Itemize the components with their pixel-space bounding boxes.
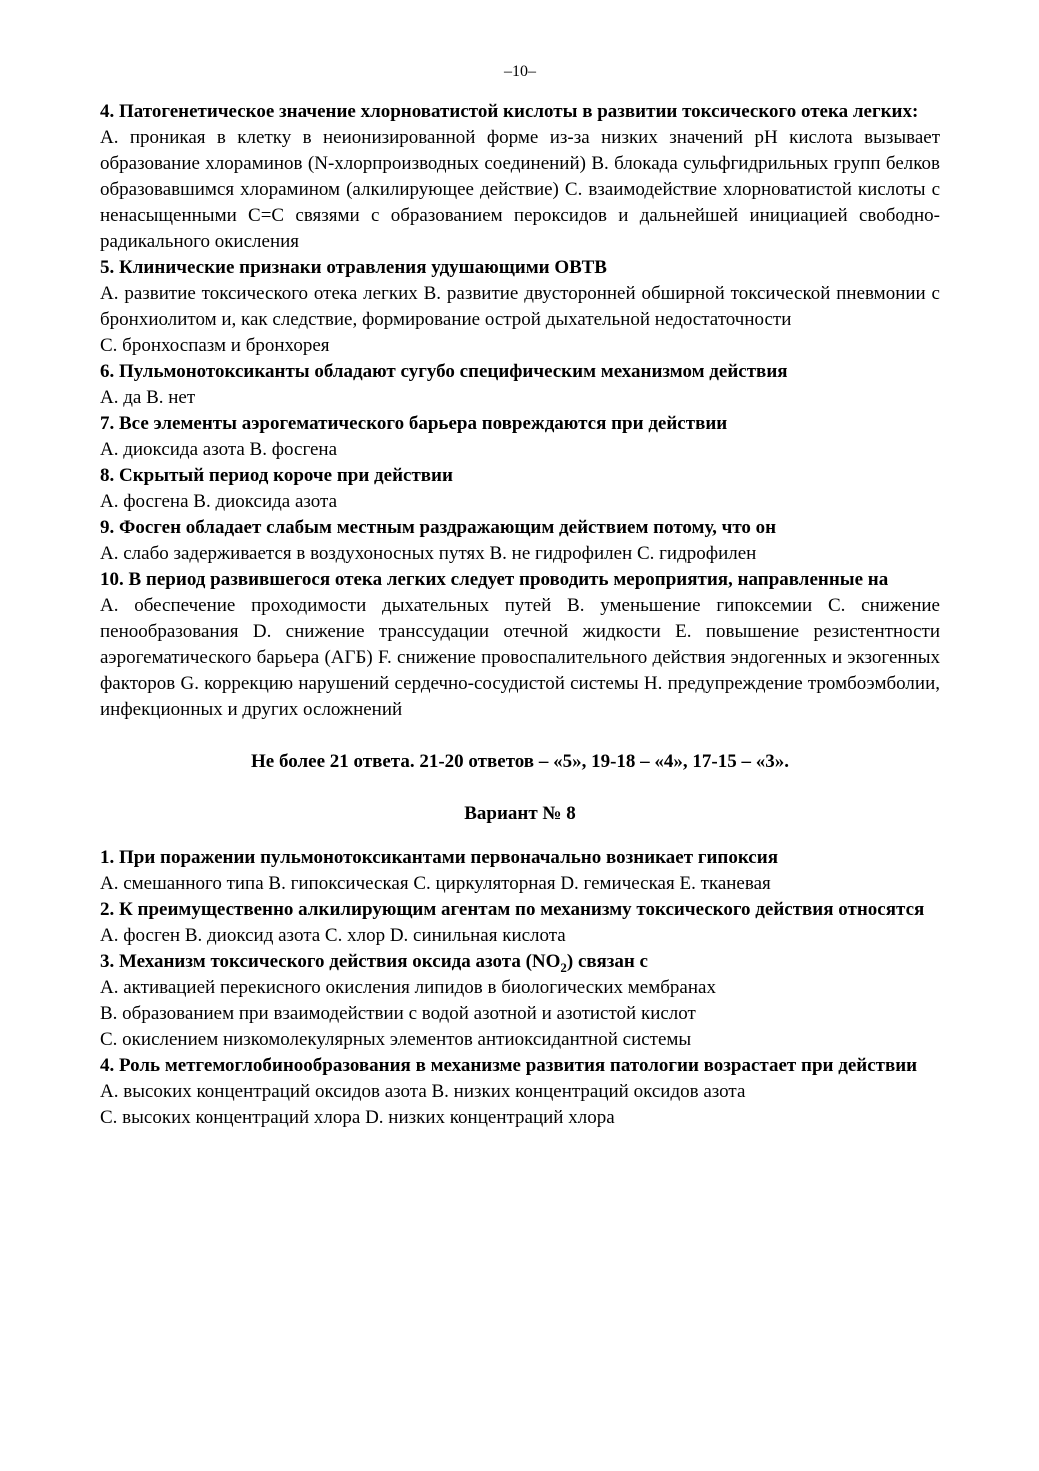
page-content [100,99,940,1131]
spacer [100,723,940,749]
question-5-answer-c: C. бронхоспазм и бронхорея [100,335,330,356]
spacer [100,775,940,801]
variant8-question-4-answers-line1: A. высоких концентраций оксидов азота B. низких концентраций оксидов азота [100,1081,746,1102]
page-number: –10– [504,63,536,80]
variant8-question-4-title: 4. Роль метгемоглобинообразования в механизме развития патологии возрастает при действии [100,1055,918,1076]
question-5-title: 5. Клинические признаки отравления удушающими ОВТВ [100,257,607,278]
question-6-title: 6. Пульмонотоксиканты обладают сугубо специфическим механизмом действия [100,361,788,382]
question-9-title: 9. Фосген обладает слабым местным раздражающим действием потому, что он [100,517,777,538]
question-4-title: 4. Патогенетическое значение хлорноватистой кислоты в развитии токсического отека легких: [100,101,919,122]
variant8-question-2-answers: A. фосген B. диоксид азота C. хлор D. синильная кислота [100,925,566,946]
variant8-question-3-answer-a: A. активацией перекисного окисления липидов в биологических мембранах [100,977,716,998]
question-3-text-before: 3. Механизм токсического действия оксида азота (NO [100,951,561,972]
variant8-question-2-title: 2. К преимущественно алкилирующим агентам по механизму токсического действия относятся [100,899,925,920]
question-8-answers: A. фосгена B. диоксида азота [100,491,338,512]
question-8-title: 8. Скрытый период короче при действии [100,465,453,486]
scoring-line: Не более 21 ответа. 21-20 ответов – «5», 19-18 – «4», 17-15 – «3». [251,751,789,772]
spacer [100,827,940,845]
question-7-title: 7. Все элементы аэрогематического барьера повреждаются при действии [100,413,728,434]
question-7-answers: A. диоксида азота B. фосгена [100,439,338,460]
question-10-title: 10. В период развившегося отека легких следует проводить мероприятия, направленные на [100,569,889,590]
variant-title: Вариант № 8 [464,803,576,824]
variant8-question-3-title [100,949,940,975]
subscript-2: 2 [560,959,567,975]
variant8-question-1-answers: A. смешанного типа B. гипоксическая C. циркуляторная D. гемическая E. тканевая [100,873,771,894]
variant8-question-4-answers-line2: C. высоких концентраций хлора D. низких концентраций хлора [100,1107,615,1128]
question-10-answers: A. обеспечение проходимости дыхательных путей B. уменьшение гипоксемии C. снижение пенообразования D. снижение транссудации отечной жидкости E. повышение резистентности аэрогематического барьера (АГБ) F. снижение провоспалительного действия эндогенных и экзогенных факторов G. коррекцию нарушений сердечно-сосудистой системы H. предупреждение тромбоэмболии, инфекционных и других осложнений [100,595,940,720]
question-4-answers: A. проникая в клетку в неионизированной форме из-за низких значений pH кислота вызывает образование хлораминов (N-хлорпроизводных соединений) B. блокада сульфгидрильных групп белков образовавшимся хлорамином (алкилирующее действие) C. взаимодействие хлорноватистой кислоты с ненасыщенными С=С связями с образованием пероксидов и дальнейшей инициацией свободно-радикального окисления [100,127,940,252]
question-3-text-after: ) связан с [566,951,648,972]
variant8-question-1-title: 1. При поражении пульмонотоксикантами первоначально возникает гипоксия [100,847,778,868]
variant8-question-3-answer-b: B. образованием при взаимодействии с водой азотной и азотистой кислот [100,1003,696,1024]
question-9-answers: A. слабо задерживается в воздухоносных путях B. не гидрофилен C. гидрофилен [100,543,757,564]
question-6-answers: A. да B. нет [100,387,196,408]
variant8-question-3-answer-c: C. окислением низкомолекулярных элементов антиоксидантной системы [100,1029,692,1050]
question-5-answers: A. развитие токсического отека легких B. развитие двусторонней обширной токсической пневмонии с бронхиолитом и, как следствие, формирование острой дыхательной недостаточности [100,283,940,330]
